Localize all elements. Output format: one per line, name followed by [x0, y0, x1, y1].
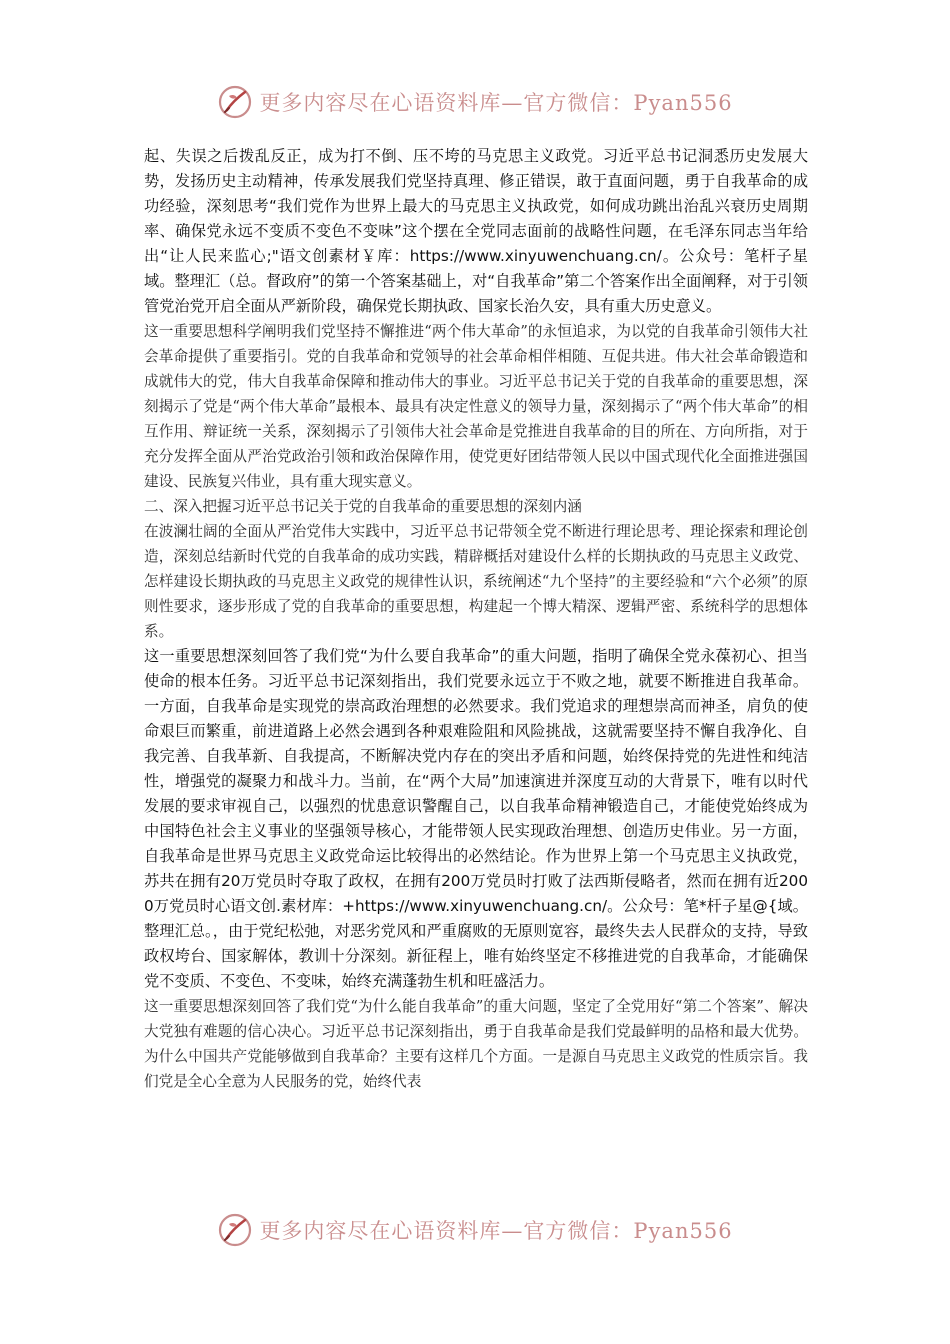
footer-watermark-banner — [0, 1210, 950, 1250]
header-watermark-banner — [0, 82, 950, 122]
banner-text: 更多内容尽在心语资料库—官方微信：Pyan556 — [259, 1219, 733, 1243]
article-body — [144, 144, 808, 1094]
paragraph-2: 这一重要思想科学阐明我们党坚持不懈推进“两个伟大革命”的永恒追求，为以党的自我革命引领伟大社会革命提供了重要指引。党的自我革命和党领导的社会革命相伴相随、互促共进。伟大社会革命锻造和成就伟大的党，伟大自我革命保障和推动伟大的事业。习近平总书记关于党的自我革命的重要思想，深刻揭示了党是“两个伟大革命”最根本、最具有决定性意义的领导力量，深刻揭示了“两个伟大革命”的相互作用、辩证统一关系，深刻揭示了引领伟大社会革命是党推进自我革命的目的所在、方向所指，对于充分发挥全面从严治党政治引领和政治保障作用，使党更好团结带领人民以中国式现代化全面推进强国建设、民族复兴伟业，具有重大现实意义。 — [144, 323, 808, 490]
pen-flower-logo-icon — [217, 1212, 253, 1248]
paragraph-4: 这一重要思想深刻回答了我们党“为什么要自我革命”的重大问题，指明了确保全党永葆初心、担当使命的根本任务。习近平总书记深刻指出，我们党要永远立于不败之地，就要不断推进自我革命。一方面，自我革命是实现党的崇高政治理想的必然要求。我们党追求的理想崇高而神圣，肩负的使命艰巨而繁重，前进道路上必然会遇到各种艰难险阻和风险挑战，这就需要坚持不懈自我净化、自我完善、自我革新、自我提高，不断解决党内存在的突出矛盾和问题，始终保持党的先进性和纯洁性，增强党的凝聚力和战斗力。当前，在“两个大局”加速演进并深度互动的大背景下，唯有以时代发展的要求审视自己，以强烈的忧患意识警醒自己，以自我革命精神锻造自己，才能使党始终成为中国特色社会主义事业的坚强领导核心，才能带领人民实现政治理想、创造历史伟业。另一方面，自我革命是世界马克思主义政党命运比较得出的必然结论。作为世界上第一个马克思主义执政党，苏共在拥有20万党员时夺取了政权，在拥有200万党员时打败了法西斯侵略者，然而在拥有近2000万党员时心语文创.素材库：+https://www.xinyuwenchuang.cn/。公众号：笔*杆子星@{域。整理汇总。，由于党纪松弛，对恶劣党风和严重腐败的无原则宽容，最终失去人民群众的支持，导致政权垮台、国家解体，教训十分深刻。新征程上，唯有始终坚定不移推进党的自我革命，才能确保党不变质、不变色、不变味，始终充满蓬勃生机和旺盛活力。 — [144, 647, 808, 990]
paragraph-1: 起、失误之后拨乱反正，成为打不倒、压不垮的马克思主义政党。习近平总书记洞悉历史发展大势，发扬历史主动精神，传承发展我们党坚持真理、修正错误，敢于直面问题，勇于自我革命的成功经验，深刻思考“我们党作为世界上最大的马克思主义执政党，如何成功跳出治乱兴衰历史周期率、确保党永远不变质不变色不变味”这个摆在全党同志面前的战略性问题，在毛泽东同志当年给出“让人民来监心;"语文创素材￥库：https://www.xinyuwenchuang.cn/。公众号：笔杆子星域。整理汇（总。督政府”的第一个答案基础上，对“自我革命”第二个答案作出全面阐释，对于引领管党治党开启全面从严新阶段，确保党长期执政、国家长治久安，具有重大历史意义。 — [144, 147, 808, 315]
paragraph-5: 这一重要思想深刻回答了我们党“为什么能自我革命”的重大问题，坚定了全党用好“第二个答案”、解决大党独有难题的信心决心。习近平总书记深刻指出，勇于自我革命是我们党最鲜明的品格和最大优势。为什么中国共产党能够做到自我革命？主要有这样几个方面。一是源自马克思主义政党的性质宗旨。我们党是全心全意为人民服务的党，始终代表 — [144, 998, 808, 1090]
banner-text: 更多内容尽在心语资料库—官方微信：Pyan556 — [259, 91, 733, 115]
section-heading: 二、深入把握习近平总书记关于党的自我革命的重要思想的深刻内涵 — [144, 498, 582, 515]
paragraph-3: 在波澜壮阔的全面从严治党伟大实践中，习近平总书记带领全党不断进行理论思考、理论探索和理论创造，深刻总结新时代党的自我革命的成功实践，精辟概括对建设什么样的长期执政的马克思主义政党、怎样建设长期执政的马克思主义政党的规律性认识，系统阐述“九个坚持”的主要经验和“六个必须”的原则性要求，逐步形成了党的自我革命的重要思想，构建起一个博大精深、逻辑严密、系统科学的思想体系。 — [144, 523, 808, 640]
pen-flower-logo-icon — [217, 84, 253, 120]
